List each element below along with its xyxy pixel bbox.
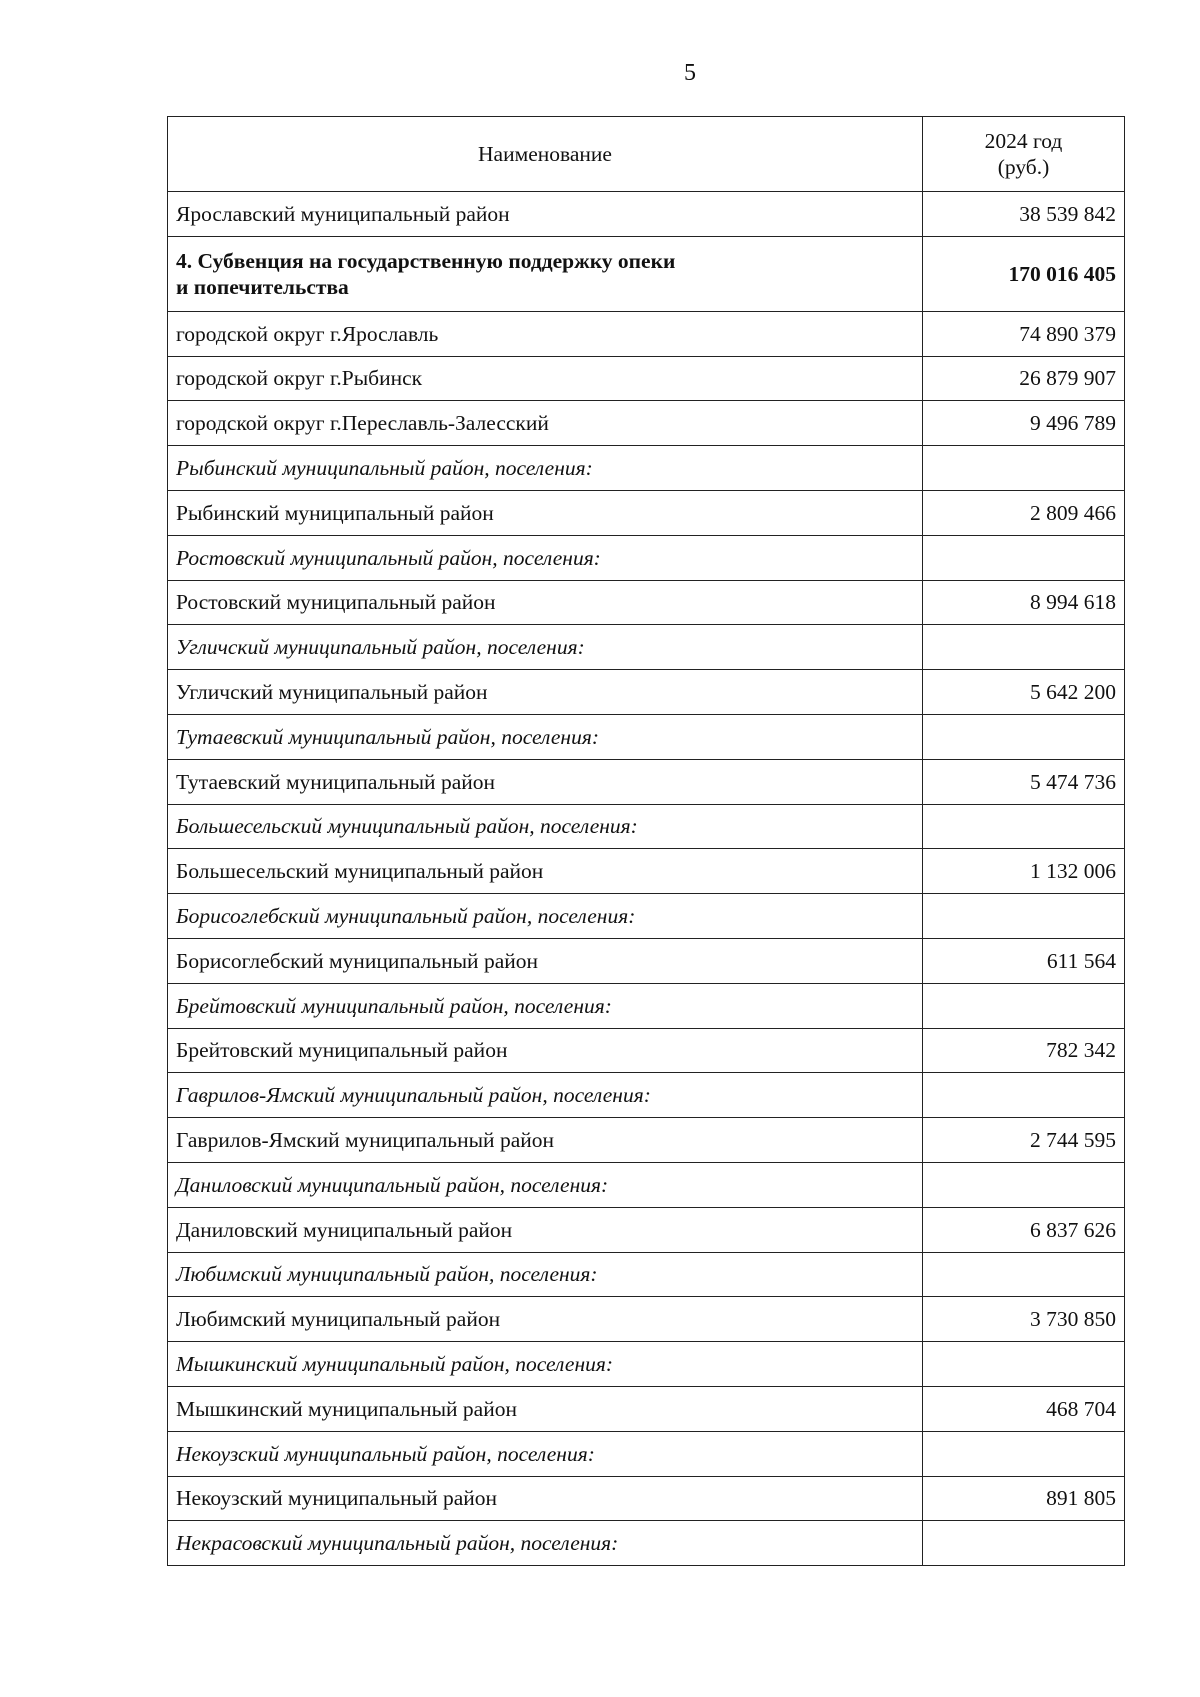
row-value-cell bbox=[923, 1252, 1125, 1297]
row-name-cell: Некрасовский муниципальный район, поселения: bbox=[168, 1521, 923, 1566]
table-row bbox=[168, 1207, 1125, 1252]
section-title-line1: 4. Субвенция на государственную поддержку опеки bbox=[176, 248, 676, 273]
row-value-cell: 782 342 bbox=[923, 1028, 1125, 1073]
table-row bbox=[168, 490, 1125, 535]
row-name-cell: Борисоглебский муниципальный район, поселения: bbox=[168, 894, 923, 939]
table-row bbox=[168, 311, 1125, 356]
group-header-row bbox=[168, 535, 1125, 580]
row-name-cell: Рыбинский муниципальный район, поселения: bbox=[168, 446, 923, 491]
table-row bbox=[168, 759, 1125, 804]
table-row bbox=[168, 192, 1125, 237]
row-name-cell: Даниловский муниципальный район bbox=[168, 1207, 923, 1252]
row-name-cell: Гаврилов-Ямский муниципальный район, поселения: bbox=[168, 1073, 923, 1118]
row-value-cell: 74 890 379 bbox=[923, 311, 1125, 356]
table-row bbox=[168, 849, 1125, 894]
row-name-cell: Брейтовский муниципальный район, поселения: bbox=[168, 983, 923, 1028]
row-value-cell: 26 879 907 bbox=[923, 356, 1125, 401]
row-name-cell bbox=[168, 236, 923, 311]
row-value-cell: 38 539 842 bbox=[923, 192, 1125, 237]
row-name-cell: Ростовский муниципальный район, поселения: bbox=[168, 535, 923, 580]
group-header-row bbox=[168, 983, 1125, 1028]
row-name-cell: Тутаевский муниципальный район bbox=[168, 759, 923, 804]
group-header-row bbox=[168, 714, 1125, 759]
row-value-cell: 2 809 466 bbox=[923, 490, 1125, 535]
budget-table bbox=[167, 116, 1125, 1566]
group-header-row bbox=[168, 625, 1125, 670]
column-header-year bbox=[923, 117, 1125, 192]
row-value-cell bbox=[923, 1342, 1125, 1387]
group-header-row bbox=[168, 1162, 1125, 1207]
row-value-cell: 1 132 006 bbox=[923, 849, 1125, 894]
table-row bbox=[168, 1476, 1125, 1521]
row-name-cell: Угличский муниципальный район, поселения: bbox=[168, 625, 923, 670]
row-name-cell: Борисоглебский муниципальный район bbox=[168, 938, 923, 983]
row-name-cell: городской округ г.Рыбинск bbox=[168, 356, 923, 401]
row-value-cell bbox=[923, 894, 1125, 939]
row-name-cell: Некоузский муниципальный район, поселения: bbox=[168, 1431, 923, 1476]
table-row bbox=[168, 1297, 1125, 1342]
row-name-cell: Большесельский муниципальный район bbox=[168, 849, 923, 894]
group-header-row bbox=[168, 1431, 1125, 1476]
row-name-cell: Некоузский муниципальный район bbox=[168, 1476, 923, 1521]
section-row bbox=[168, 236, 1125, 311]
row-name-cell: Ярославский муниципальный район bbox=[168, 192, 923, 237]
row-name-cell: Любимский муниципальный район, поселения: bbox=[168, 1252, 923, 1297]
table-row bbox=[168, 1386, 1125, 1431]
group-header-row bbox=[168, 894, 1125, 939]
row-value-cell: 170 016 405 bbox=[923, 236, 1125, 311]
row-name-cell: Ростовский муниципальный район bbox=[168, 580, 923, 625]
column-header-name: Наименование bbox=[168, 117, 923, 192]
row-value-cell: 5 474 736 bbox=[923, 759, 1125, 804]
row-value-cell: 6 837 626 bbox=[923, 1207, 1125, 1252]
group-header-row bbox=[168, 1073, 1125, 1118]
row-value-cell bbox=[923, 1073, 1125, 1118]
table-body bbox=[168, 192, 1125, 1566]
column-header-year-unit: (руб.) bbox=[997, 155, 1050, 179]
row-value-cell: 5 642 200 bbox=[923, 670, 1125, 715]
row-value-cell: 611 564 bbox=[923, 938, 1125, 983]
section-title-line2: и попечительства bbox=[176, 274, 349, 299]
row-value-cell bbox=[923, 1162, 1125, 1207]
row-name-cell: Мышкинский муниципальный район, поселения: bbox=[168, 1342, 923, 1387]
row-name-cell: Любимский муниципальный район bbox=[168, 1297, 923, 1342]
row-name-cell: Тутаевский муниципальный район, поселения: bbox=[168, 714, 923, 759]
table-row bbox=[168, 938, 1125, 983]
table-row bbox=[168, 580, 1125, 625]
group-header-row bbox=[168, 1521, 1125, 1566]
row-name-cell: Мышкинский муниципальный район bbox=[168, 1386, 923, 1431]
table-row bbox=[168, 356, 1125, 401]
row-value-cell bbox=[923, 535, 1125, 580]
row-value-cell: 3 730 850 bbox=[923, 1297, 1125, 1342]
row-name-cell: Большесельский муниципальный район, поселения: bbox=[168, 804, 923, 849]
group-header-row bbox=[168, 1342, 1125, 1387]
row-name-cell: Гаврилов-Ямский муниципальный район bbox=[168, 1118, 923, 1163]
row-value-cell: 468 704 bbox=[923, 1386, 1125, 1431]
row-value-cell bbox=[923, 446, 1125, 491]
row-name-cell: Даниловский муниципальный район, поселения: bbox=[168, 1162, 923, 1207]
row-value-cell bbox=[923, 1521, 1125, 1566]
row-name-cell: Угличский муниципальный район bbox=[168, 670, 923, 715]
page-number: 5 bbox=[684, 60, 696, 86]
group-header-row bbox=[168, 804, 1125, 849]
row-value-cell bbox=[923, 714, 1125, 759]
row-value-cell bbox=[923, 804, 1125, 849]
row-value-cell: 9 496 789 bbox=[923, 401, 1125, 446]
table-row bbox=[168, 670, 1125, 715]
table-header-row bbox=[168, 117, 1125, 192]
row-value-cell bbox=[923, 1431, 1125, 1476]
table-row bbox=[168, 401, 1125, 446]
row-value-cell: 891 805 bbox=[923, 1476, 1125, 1521]
row-name-cell: Брейтовский муниципальный район bbox=[168, 1028, 923, 1073]
row-value-cell: 8 994 618 bbox=[923, 580, 1125, 625]
column-header-year-label: 2024 год bbox=[984, 129, 1063, 153]
table-row bbox=[168, 1028, 1125, 1073]
table-row bbox=[168, 1118, 1125, 1163]
row-value-cell bbox=[923, 625, 1125, 670]
group-header-row bbox=[168, 446, 1125, 491]
row-name-cell: городской округ г.Переславль-Залесский bbox=[168, 401, 923, 446]
row-value-cell bbox=[923, 983, 1125, 1028]
group-header-row bbox=[168, 1252, 1125, 1297]
row-name-cell: Рыбинский муниципальный район bbox=[168, 490, 923, 535]
row-value-cell: 2 744 595 bbox=[923, 1118, 1125, 1163]
row-name-cell: городской округ г.Ярославль bbox=[168, 311, 923, 356]
